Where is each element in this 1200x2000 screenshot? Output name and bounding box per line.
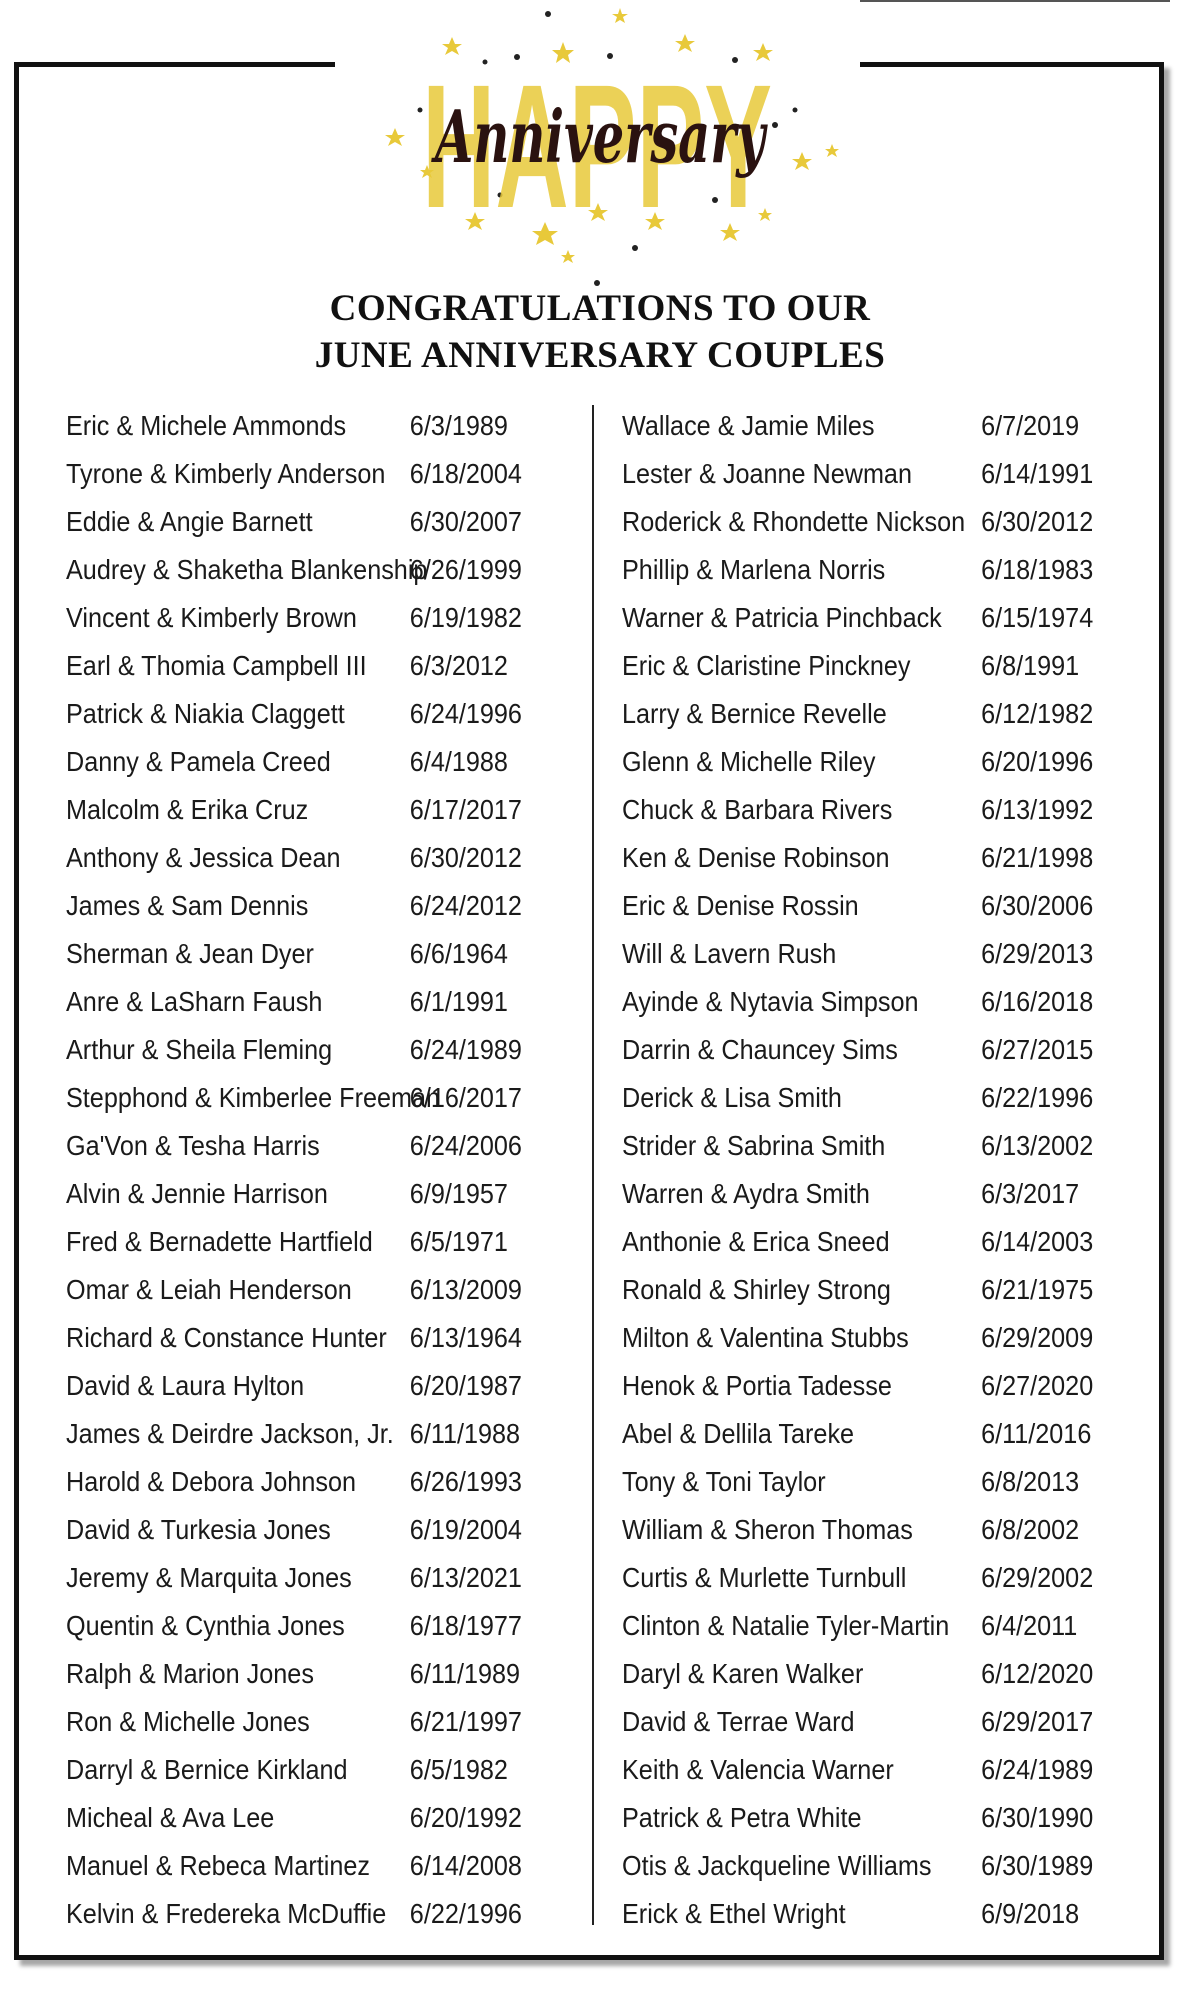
anniversary-date: 6/11/1988 — [409, 1418, 521, 1449]
star-icon — [561, 250, 575, 263]
couple-name: William & Sheron Thomas — [622, 1514, 913, 1545]
list-item — [66, 1794, 522, 1842]
anniversary-date: 6/20/1996 — [981, 746, 1094, 777]
couple-name: Omar & Leiah Henderson — [66, 1274, 352, 1305]
star-icon — [825, 144, 839, 157]
star-icon — [612, 8, 628, 23]
list-item — [622, 1602, 1086, 1650]
list-item — [622, 738, 1094, 786]
couple-name: Anthonie & Erica Sneed — [622, 1226, 890, 1257]
couple-name: Erick & Ethel Wright — [622, 1898, 846, 1929]
anniversary-date: 6/24/1996 — [409, 698, 522, 729]
list-item — [66, 738, 516, 786]
couple-name: Warren & Aydra Smith — [622, 1178, 870, 1209]
list-item — [66, 1890, 522, 1938]
couple-name: Alvin & Jennie Harrison — [66, 1178, 328, 1209]
anniversary-date: 6/9/2018 — [981, 1898, 1080, 1929]
couple-name: Danny & Pamela Creed — [66, 746, 331, 777]
list-item — [622, 1842, 1094, 1890]
couple-name: David & Terrae Ward — [622, 1706, 855, 1737]
list-item — [622, 402, 1086, 450]
anniversary-date: 6/13/2021 — [409, 1562, 522, 1593]
couple-name: Ayinde & Nytavia Simpson — [622, 986, 919, 1017]
list-item — [622, 1746, 1094, 1794]
page-title — [60, 285, 1140, 379]
list-item — [66, 930, 516, 978]
anniversary-date: 6/15/1974 — [981, 602, 1094, 633]
anniversary-date: 6/30/2012 — [409, 842, 522, 873]
anniversary-date: 6/13/2002 — [981, 1130, 1094, 1161]
anniversary-date: 6/14/2003 — [981, 1226, 1094, 1257]
list-item — [66, 690, 522, 738]
list-item — [622, 690, 1094, 738]
list-item — [66, 1554, 522, 1602]
anniversary-date: 6/29/2002 — [981, 1562, 1094, 1593]
couple-name: Ralph & Marion Jones — [66, 1658, 314, 1689]
list-item — [622, 1218, 1094, 1266]
couple-name: Milton & Valentina Stubbs — [622, 1322, 909, 1353]
list-item — [66, 1218, 516, 1266]
couple-name: Tony & Toni Taylor — [622, 1466, 826, 1497]
couple-name: Henok & Portia Tadesse — [622, 1370, 892, 1401]
list-item — [66, 450, 522, 498]
list-item — [622, 498, 1094, 546]
anniversary-date: 6/14/2008 — [409, 1850, 522, 1881]
couple-name: Warner & Patricia Pinchback — [622, 602, 942, 633]
couple-name: James & Deirdre Jackson, Jr. — [66, 1418, 394, 1449]
couple-name: Roderick & Rhondette Nickson — [622, 506, 966, 537]
anniversary-date: 6/30/1989 — [981, 1850, 1094, 1881]
couple-name: Strider & Sabrina Smith — [622, 1130, 886, 1161]
anniversary-date: 6/6/1964 — [409, 938, 508, 969]
couple-name: Keith & Valencia Warner — [622, 1754, 894, 1785]
anniversary-date: 6/29/2009 — [981, 1322, 1094, 1353]
star-icon — [792, 152, 812, 170]
list-item — [622, 642, 1086, 690]
list-item — [622, 1266, 1094, 1314]
list-item — [66, 1266, 522, 1314]
list-item — [66, 1602, 522, 1650]
anniversary-date: 6/12/2020 — [981, 1658, 1094, 1689]
list-item — [66, 1122, 522, 1170]
list-item — [622, 1698, 1094, 1746]
anniversary-date: 6/20/1992 — [409, 1802, 522, 1833]
couple-name: Anthony & Jessica Dean — [66, 842, 341, 873]
couple-name: Sherman & Jean Dyer — [66, 938, 314, 969]
list-item — [66, 834, 522, 882]
list-item — [66, 402, 516, 450]
list-item — [622, 1314, 1094, 1362]
couple-name: Manuel & Rebeca Martinez — [66, 1850, 370, 1881]
anniversary-date: 6/13/2009 — [409, 1274, 522, 1305]
anniversary-date: 6/30/2012 — [981, 506, 1094, 537]
anniversary-date: 6/3/2012 — [409, 650, 508, 681]
couple-name: Glenn & Michelle Riley — [622, 746, 876, 777]
title-line-2: JUNE ANNIVERSARY COUPLES — [314, 335, 886, 376]
list-item — [66, 1698, 522, 1746]
couple-name: Clinton & Natalie Tyler-Martin — [622, 1610, 950, 1641]
list-item — [66, 1074, 522, 1122]
couple-name: Stepphond & Kimberlee Freeman — [66, 1082, 441, 1113]
list-item — [622, 450, 1094, 498]
anniversary-date: 6/16/2017 — [409, 1082, 522, 1113]
anniversary-date: 6/4/2011 — [981, 1610, 1078, 1641]
couple-name: Patrick & Niakia Claggett — [66, 698, 345, 729]
anniversary-date: 6/22/1996 — [409, 1898, 522, 1929]
couple-name: Vincent & Kimberly Brown — [66, 602, 357, 633]
list-item — [622, 834, 1094, 882]
anniversary-date: 6/13/1964 — [409, 1322, 522, 1353]
anniversary-date: 6/18/1977 — [409, 1610, 522, 1641]
list-item — [622, 594, 1094, 642]
list-item — [622, 1170, 1086, 1218]
list-item — [66, 1650, 521, 1698]
anniversary-date: 6/29/2017 — [981, 1706, 1094, 1737]
list-item — [622, 882, 1094, 930]
list-item — [66, 546, 522, 594]
anniversary-date: 6/27/2020 — [981, 1370, 1094, 1401]
list-item — [622, 1410, 1092, 1458]
list-item — [622, 1890, 1086, 1938]
list-item — [622, 1554, 1094, 1602]
couple-name: Patrick & Petra White — [622, 1802, 862, 1833]
anniversary-date: 6/21/1997 — [409, 1706, 522, 1737]
couple-name: Eric & Michele Ammonds — [66, 410, 347, 441]
couple-name: Malcolm & Erika Cruz — [66, 794, 309, 825]
list-item — [66, 594, 522, 642]
couple-name: Eddie & Angie Barnett — [66, 506, 313, 537]
couple-name: Darryl & Bernice Kirkland — [66, 1754, 348, 1785]
couple-name: Larry & Bernice Revelle — [622, 698, 887, 729]
anniversary-date: 6/24/2006 — [409, 1130, 522, 1161]
couple-name: Eric & Claristine Pinckney — [622, 650, 911, 681]
list-item — [66, 1362, 522, 1410]
anniversary-date: 6/21/1975 — [981, 1274, 1094, 1305]
couple-name: Quentin & Cynthia Jones — [66, 1610, 345, 1641]
anniversary-date: 6/1/1991 — [409, 986, 508, 1017]
list-item — [622, 1074, 1094, 1122]
list-item — [66, 1314, 522, 1362]
couple-name: James & Sam Dennis — [66, 890, 309, 921]
anniversary-date: 6/29/2013 — [981, 938, 1094, 969]
list-item — [622, 1362, 1094, 1410]
anniversary-date: 6/30/1990 — [981, 1802, 1094, 1833]
list-item — [66, 498, 522, 546]
anniversary-date: 6/19/1982 — [409, 602, 522, 633]
anniversary-date: 6/9/1957 — [409, 1178, 508, 1209]
anniversary-date: 6/26/1993 — [409, 1466, 522, 1497]
anniversary-date: 6/24/1989 — [981, 1754, 1094, 1785]
couple-name: Ga'Von & Tesha Harris — [66, 1130, 320, 1161]
couple-name: Kelvin & Fredereka McDuffie — [66, 1898, 387, 1929]
anniversary-date: 6/3/2017 — [981, 1178, 1080, 1209]
anniversary-date: 6/11/1989 — [409, 1658, 521, 1689]
list-item — [66, 786, 522, 834]
anniversary-date: 6/30/2006 — [981, 890, 1094, 921]
anniversary-date: 6/7/2019 — [981, 410, 1080, 441]
couple-name: Eric & Denise Rossin — [622, 890, 859, 921]
happy-anniversary-logo — [335, 0, 860, 290]
list-item — [622, 786, 1094, 834]
list-item — [622, 1506, 1086, 1554]
list-item — [66, 978, 516, 1026]
anniversary-date: 6/18/1983 — [981, 554, 1094, 585]
list-item — [66, 1458, 522, 1506]
title-line-1: CONGRATULATIONS TO OUR — [329, 288, 871, 329]
anniversary-date: 6/19/2004 — [409, 1514, 522, 1545]
couple-name: Otis & Jackqueline Williams — [622, 1850, 932, 1881]
list-item — [66, 1746, 516, 1794]
anniversary-date: 6/24/2012 — [409, 890, 522, 921]
anniversary-date: 6/4/1988 — [409, 746, 508, 777]
couple-name: Micheal & Ava Lee — [66, 1802, 275, 1833]
list-item — [622, 1122, 1094, 1170]
couple-name: Audrey & Shaketha Blankenship — [66, 554, 428, 585]
list-item — [622, 1794, 1094, 1842]
anniversary-date: 6/8/1991 — [981, 650, 1080, 681]
couple-name: Curtis & Murlette Turnbull — [622, 1562, 907, 1593]
anniversary-date: 6/20/1987 — [409, 1370, 522, 1401]
anniversary-date: 6/5/1971 — [409, 1226, 508, 1257]
list-item — [66, 1410, 521, 1458]
list-item — [622, 546, 1094, 594]
anniversary-date: 6/17/2017 — [409, 794, 522, 825]
couple-name: Arthur & Sheila Fleming — [66, 1034, 333, 1065]
anniversary-date: 6/8/2013 — [981, 1466, 1080, 1497]
star-icon — [385, 128, 405, 146]
list-item — [622, 1458, 1086, 1506]
anniversary-date: 6/26/1999 — [409, 554, 522, 585]
anniversary-date: 6/22/1996 — [981, 1082, 1094, 1113]
anniversary-date: 6/24/1989 — [409, 1034, 522, 1065]
anniversary-date: 6/3/1989 — [409, 410, 508, 441]
couple-name: Fred & Bernadette Hartfield — [66, 1226, 373, 1257]
list-item — [66, 1170, 516, 1218]
anniversary-date: 6/12/1982 — [981, 698, 1094, 729]
list-item — [66, 642, 516, 690]
anniversary-date: 6/14/1991 — [981, 458, 1094, 489]
left-couples-list — [66, 402, 566, 1938]
anniversary-date: 6/21/1998 — [981, 842, 1094, 873]
couple-name: Anre & LaSharn Faush — [66, 986, 323, 1017]
couple-name: Jeremy & Marquita Jones — [66, 1562, 352, 1593]
list-item — [66, 1026, 522, 1074]
anniversary-date: 6/8/2002 — [981, 1514, 1080, 1545]
couple-name: David & Turkesia Jones — [66, 1514, 331, 1545]
couple-name: Ken & Denise Robinson — [622, 842, 890, 873]
couple-name: Darrin & Chauncey Sims — [622, 1034, 898, 1065]
couple-name: David & Laura Hylton — [66, 1370, 305, 1401]
logo-anniversary-text: Anniversary — [430, 94, 768, 179]
couple-name: Abel & Dellila Tareke — [622, 1418, 855, 1449]
list-item — [622, 1650, 1094, 1698]
couple-name: Tyrone & Kimberly Anderson — [66, 458, 386, 489]
logo-happy-text: HAPPY — [422, 49, 772, 245]
couple-name: Chuck & Barbara Rivers — [622, 794, 893, 825]
couple-name: Daryl & Karen Walker — [622, 1658, 864, 1689]
list-item — [622, 978, 1094, 1026]
anniversary-date: 6/16/2018 — [981, 986, 1094, 1017]
couple-name: Ronald & Shirley Strong — [622, 1274, 891, 1305]
couple-name: Phillip & Marlena Norris — [622, 554, 886, 585]
couple-name: Derick & Lisa Smith — [622, 1082, 842, 1113]
couple-name: Lester & Joanne Newman — [622, 458, 912, 489]
anniversary-date: 6/18/2004 — [409, 458, 522, 489]
couple-name: Earl & Thomia Campbell III — [66, 650, 367, 681]
couple-name: Ron & Michelle Jones — [66, 1706, 310, 1737]
couple-name: Will & Lavern Rush — [622, 938, 837, 969]
couple-name: Harold & Debora Johnson — [66, 1466, 356, 1497]
anniversary-date: 6/13/1992 — [981, 794, 1094, 825]
column-divider — [592, 405, 594, 1925]
list-item — [622, 1026, 1094, 1074]
list-item — [622, 930, 1094, 978]
anniversary-date: 6/30/2007 — [409, 506, 522, 537]
couple-name: Wallace & Jamie Miles — [622, 410, 875, 441]
list-item — [66, 882, 522, 930]
list-item — [66, 1842, 522, 1890]
anniversary-date: 6/5/1982 — [409, 1754, 508, 1785]
list-item — [66, 1506, 522, 1554]
anniversary-date: 6/27/2015 — [981, 1034, 1094, 1065]
right-couples-list — [622, 402, 1137, 1938]
couple-name: Richard & Constance Hunter — [66, 1322, 387, 1353]
anniversary-date: 6/11/2016 — [981, 1418, 1092, 1449]
